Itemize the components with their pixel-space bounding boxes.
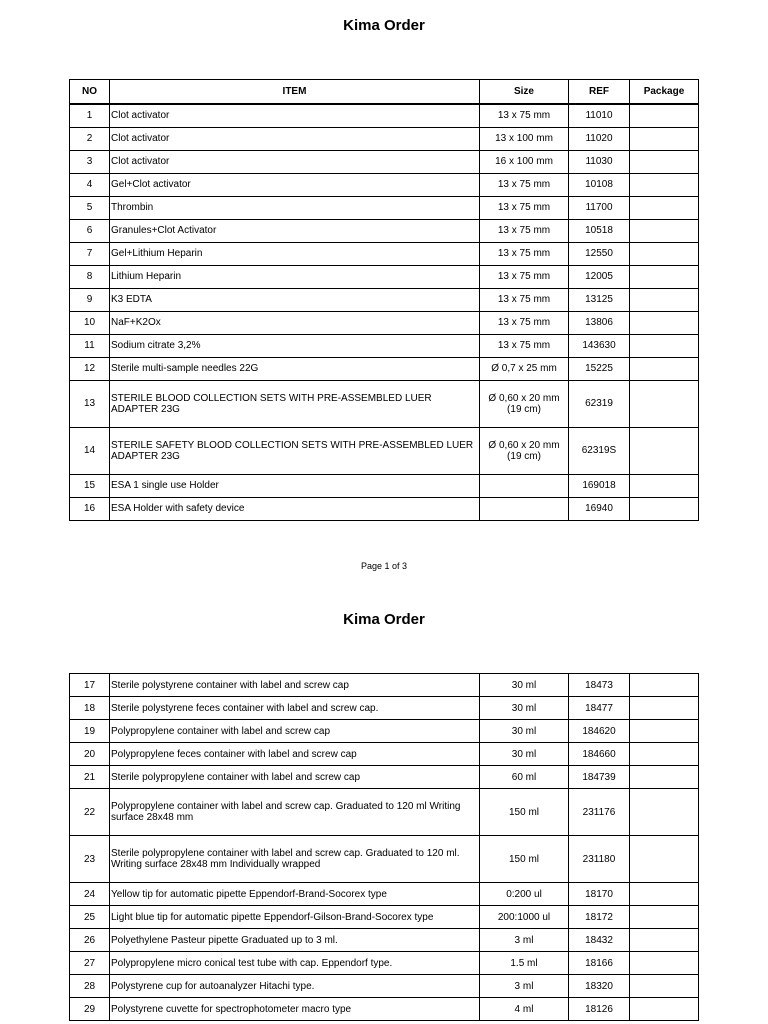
cell-item: NaF+K2Ox xyxy=(110,311,480,334)
table-row xyxy=(70,998,699,1021)
cell-size: 3 ml xyxy=(480,975,569,998)
table-row xyxy=(70,150,699,173)
cell-size: 4 ml xyxy=(480,998,569,1021)
table-row xyxy=(70,674,699,697)
cell-ref: 11030 xyxy=(569,150,630,173)
cell-no: 10 xyxy=(70,311,110,334)
table-row xyxy=(70,743,699,766)
cell-ref: 169018 xyxy=(569,474,630,497)
header-ref: REF xyxy=(569,80,630,105)
cell-item: STERILE BLOOD COLLECTION SETS WITH PRE-ASSEMBLED LUER ADAPTER 23G xyxy=(110,380,480,427)
cell-ref: 12005 xyxy=(569,265,630,288)
cell-size xyxy=(480,474,569,497)
cell-size: Ø 0,7 x 25 mm xyxy=(480,357,569,380)
cell-no: 6 xyxy=(70,219,110,242)
cell-item: Thrombin xyxy=(110,196,480,219)
cell-size: 30 ml xyxy=(480,720,569,743)
cell-ref: 15225 xyxy=(569,357,630,380)
cell-no: 17 xyxy=(70,674,110,697)
cell-no: 9 xyxy=(70,288,110,311)
table-row xyxy=(70,929,699,952)
cell-package xyxy=(630,150,699,173)
cell-item: Polypropylene container with label and screw cap xyxy=(110,720,480,743)
cell-ref: 18170 xyxy=(569,883,630,906)
cell-no: 4 xyxy=(70,173,110,196)
cell-package xyxy=(630,789,699,836)
order-table-page2 xyxy=(69,673,699,1021)
cell-ref: 13125 xyxy=(569,288,630,311)
cell-item: Clot activator xyxy=(110,150,480,173)
cell-item: Sterile polystyrene feces container with label and screw cap. xyxy=(110,697,480,720)
cell-ref: 18477 xyxy=(569,697,630,720)
cell-size: 13 x 75 mm xyxy=(480,173,569,196)
cell-package xyxy=(630,357,699,380)
cell-size: 30 ml xyxy=(480,697,569,720)
cell-no: 8 xyxy=(70,265,110,288)
cell-no: 26 xyxy=(70,929,110,952)
page1-title: Kima Order xyxy=(343,17,425,34)
cell-item: Gel+Clot activator xyxy=(110,173,480,196)
cell-size: 13 x 75 mm xyxy=(480,265,569,288)
cell-package xyxy=(630,173,699,196)
cell-no: 5 xyxy=(70,196,110,219)
cell-package xyxy=(630,334,699,357)
cell-no: 11 xyxy=(70,334,110,357)
cell-no: 24 xyxy=(70,883,110,906)
cell-item: Sterile multi-sample needles 22G xyxy=(110,357,480,380)
cell-package xyxy=(630,427,699,474)
cell-ref: 18166 xyxy=(569,952,630,975)
cell-package xyxy=(630,998,699,1021)
order-table-page1 xyxy=(69,79,699,521)
table-body-page1 xyxy=(70,104,699,520)
cell-no: 27 xyxy=(70,952,110,975)
cell-item: Clot activator xyxy=(110,104,480,127)
cell-size: Ø 0,60 x 20 mm (19 cm) xyxy=(480,427,569,474)
cell-package xyxy=(630,906,699,929)
cell-size: 13 x 75 mm xyxy=(480,288,569,311)
table-row xyxy=(70,906,699,929)
table-row xyxy=(70,104,699,127)
cell-package xyxy=(630,311,699,334)
page2-title: Kima Order xyxy=(343,611,425,628)
cell-package xyxy=(630,497,699,520)
cell-package xyxy=(630,697,699,720)
cell-package xyxy=(630,766,699,789)
cell-item: Polypropylene micro conical test tube with cap. Eppendorf type. xyxy=(110,952,480,975)
table-row xyxy=(70,219,699,242)
cell-item: Sterile polystyrene container with label and screw cap xyxy=(110,674,480,697)
cell-no: 28 xyxy=(70,975,110,998)
cell-item: Granules+Clot Activator xyxy=(110,219,480,242)
cell-item: Lithium Heparin xyxy=(110,265,480,288)
table-row xyxy=(70,173,699,196)
cell-package xyxy=(630,265,699,288)
cell-package xyxy=(630,288,699,311)
cell-ref: 143630 xyxy=(569,334,630,357)
cell-no: 20 xyxy=(70,743,110,766)
cell-item: Yellow tip for automatic pipette Eppendorf-Brand-Socorex type xyxy=(110,883,480,906)
header-package: Package xyxy=(630,80,699,105)
table-row xyxy=(70,265,699,288)
table-row xyxy=(70,952,699,975)
cell-item: Sodium citrate 3,2% xyxy=(110,334,480,357)
cell-no: 14 xyxy=(70,427,110,474)
cell-package xyxy=(630,929,699,952)
cell-no: 29 xyxy=(70,998,110,1021)
header-no: NO xyxy=(70,80,110,105)
table-row xyxy=(70,196,699,219)
cell-no: 22 xyxy=(70,789,110,836)
cell-no: 15 xyxy=(70,474,110,497)
cell-item: Polypropylene feces container with label and screw cap xyxy=(110,743,480,766)
cell-size: 150 ml xyxy=(480,789,569,836)
cell-no: 12 xyxy=(70,357,110,380)
cell-item: Polyethylene Pasteur pipette Graduated up to 3 ml. xyxy=(110,929,480,952)
cell-ref: 18320 xyxy=(569,975,630,998)
cell-package xyxy=(630,883,699,906)
table-row xyxy=(70,357,699,380)
table-row xyxy=(70,380,699,427)
cell-item: Polypropylene container with label and screw cap. Graduated to 120 ml Writing surface 28x48 mm xyxy=(110,789,480,836)
cell-item: ESA 1 single use Holder xyxy=(110,474,480,497)
cell-ref: 62319S xyxy=(569,427,630,474)
table-header-row xyxy=(70,80,699,105)
cell-ref: 18126 xyxy=(569,998,630,1021)
table-row xyxy=(70,427,699,474)
table-row xyxy=(70,334,699,357)
cell-package xyxy=(630,242,699,265)
cell-size: 200:1000 ul xyxy=(480,906,569,929)
header-item: ITEM xyxy=(110,80,480,105)
header-size: Size xyxy=(480,80,569,105)
cell-size: Ø 0,60 x 20 mm (19 cm) xyxy=(480,380,569,427)
cell-no: 7 xyxy=(70,242,110,265)
cell-item: Gel+Lithium Heparin xyxy=(110,242,480,265)
cell-size: 3 ml xyxy=(480,929,569,952)
cell-size: 60 ml xyxy=(480,766,569,789)
cell-no: 19 xyxy=(70,720,110,743)
table-row xyxy=(70,836,699,883)
cell-ref: 231180 xyxy=(569,836,630,883)
table-row xyxy=(70,242,699,265)
cell-size: 13 x 75 mm xyxy=(480,196,569,219)
cell-package xyxy=(630,474,699,497)
cell-ref: 18473 xyxy=(569,674,630,697)
cell-package xyxy=(630,952,699,975)
cell-size: 13 x 75 mm xyxy=(480,311,569,334)
cell-package xyxy=(630,104,699,127)
table-row xyxy=(70,311,699,334)
cell-size: 13 x 75 mm xyxy=(480,104,569,127)
cell-package xyxy=(630,743,699,766)
table-body-page2 xyxy=(70,674,699,1021)
cell-size: 13 x 75 mm xyxy=(480,242,569,265)
cell-ref: 184739 xyxy=(569,766,630,789)
cell-size: 150 ml xyxy=(480,836,569,883)
cell-ref: 10518 xyxy=(569,219,630,242)
cell-no: 3 xyxy=(70,150,110,173)
cell-size: 1.5 ml xyxy=(480,952,569,975)
cell-size: 13 x 75 mm xyxy=(480,334,569,357)
cell-ref: 11010 xyxy=(569,104,630,127)
cell-package xyxy=(630,836,699,883)
table-row xyxy=(70,497,699,520)
cell-size: 30 ml xyxy=(480,674,569,697)
cell-item: STERILE SAFETY BLOOD COLLECTION SETS WITH PRE-ASSEMBLED LUER ADAPTER 23G xyxy=(110,427,480,474)
cell-ref: 11020 xyxy=(569,127,630,150)
cell-package xyxy=(630,196,699,219)
cell-size: 16 x 100 mm xyxy=(480,150,569,173)
cell-package xyxy=(630,720,699,743)
cell-item: Sterile polypropylene container with label and screw cap. Graduated to 120 ml. Writing surface 28x48 mm Individually wrapped xyxy=(110,836,480,883)
cell-no: 16 xyxy=(70,497,110,520)
table-row xyxy=(70,766,699,789)
cell-size: 13 x 75 mm xyxy=(480,219,569,242)
cell-no: 2 xyxy=(70,127,110,150)
cell-ref: 184620 xyxy=(569,720,630,743)
cell-ref: 62319 xyxy=(569,380,630,427)
cell-no: 21 xyxy=(70,766,110,789)
table-row xyxy=(70,474,699,497)
cell-no: 23 xyxy=(70,836,110,883)
cell-package xyxy=(630,127,699,150)
cell-item: Sterile polypropylene container with label and screw cap xyxy=(110,766,480,789)
cell-item: Clot activator xyxy=(110,127,480,150)
table-row xyxy=(70,720,699,743)
cell-size: 30 ml xyxy=(480,743,569,766)
cell-no: 13 xyxy=(70,380,110,427)
cell-ref: 10108 xyxy=(569,173,630,196)
cell-ref: 184660 xyxy=(569,743,630,766)
cell-ref: 18172 xyxy=(569,906,630,929)
cell-ref: 12550 xyxy=(569,242,630,265)
cell-item: Light blue tip for automatic pipette Eppendorf-Gilson-Brand-Socorex type xyxy=(110,906,480,929)
table-row xyxy=(70,789,699,836)
cell-ref: 231176 xyxy=(569,789,630,836)
table-row xyxy=(70,883,699,906)
cell-package xyxy=(630,674,699,697)
cell-no: 18 xyxy=(70,697,110,720)
table-row xyxy=(70,288,699,311)
cell-no: 25 xyxy=(70,906,110,929)
cell-size xyxy=(480,497,569,520)
cell-ref: 16940 xyxy=(569,497,630,520)
cell-package xyxy=(630,380,699,427)
cell-ref: 13806 xyxy=(569,311,630,334)
table-row xyxy=(70,697,699,720)
table-row xyxy=(70,127,699,150)
cell-ref: 11700 xyxy=(569,196,630,219)
cell-size: 0:200 ul xyxy=(480,883,569,906)
page-footer: Page 1 of 3 xyxy=(360,561,408,571)
cell-ref: 18432 xyxy=(569,929,630,952)
cell-item: Polystyrene cuvette for spectrophotometer macro type xyxy=(110,998,480,1021)
cell-item: K3 EDTA xyxy=(110,288,480,311)
cell-item: ESA Holder with safety device xyxy=(110,497,480,520)
cell-no: 1 xyxy=(70,104,110,127)
cell-package xyxy=(630,219,699,242)
table-row xyxy=(70,975,699,998)
cell-size: 13 x 100 mm xyxy=(480,127,569,150)
cell-item: Polystyrene cup for autoanalyzer Hitachi type. xyxy=(110,975,480,998)
cell-package xyxy=(630,975,699,998)
